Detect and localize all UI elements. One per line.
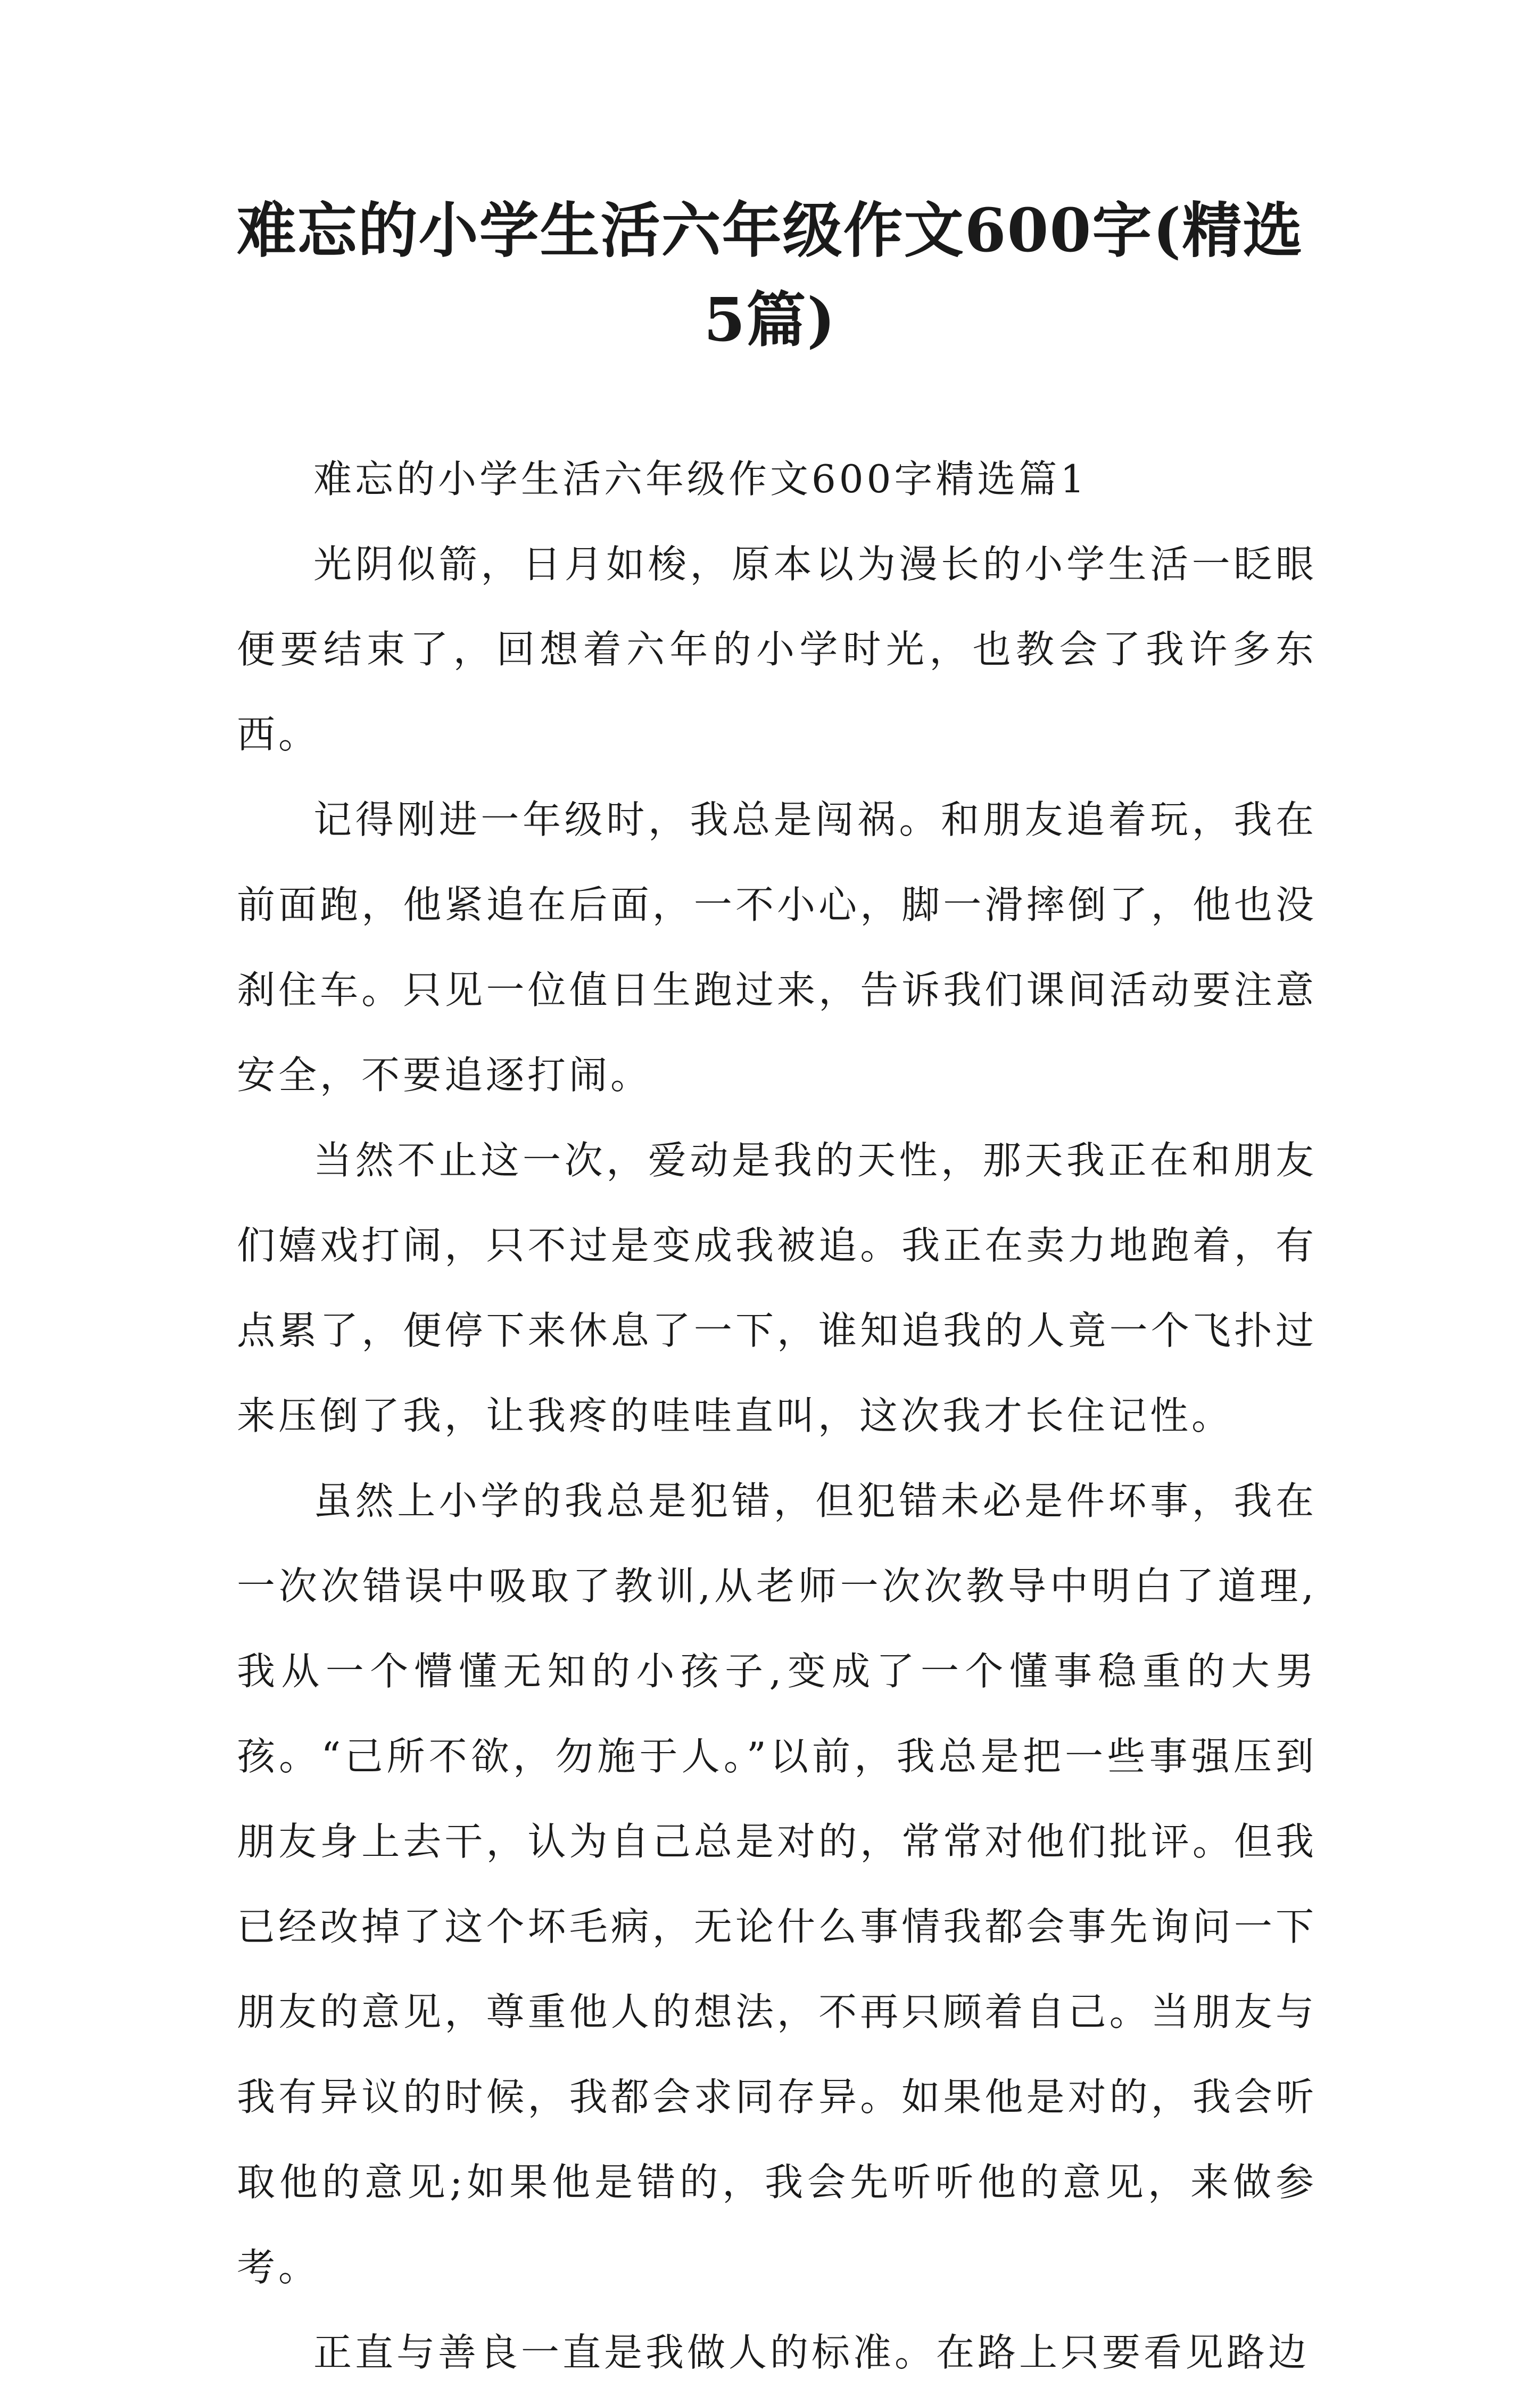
paragraph: 记得刚进一年级时，我总是闯祸。和朋友追着玩，我在前面跑，他紧追在后面，一不小心，脚一滑摔倒了，他也没刹住车。只见一位值日生跑过来，告诉我们课间活动要注意安全，不要追逐打闹。 (237, 797, 1317, 1097)
paragraph: 光阴似箭，日月如梭，原本以为漫长的小学生活一眨眼便要结束了，回想着六年的小学时光，也教会了我许多东西。 (237, 542, 1317, 757)
section-heading: 难忘的小学生活六年级作文600字精选篇1 (313, 457, 1088, 501)
paragraph: 正直与善良一直是我做人的标准。在路上只要看见路边 (313, 2330, 1310, 2375)
document-title: 难忘的小学生活六年级作文600字(精选5篇) (236, 196, 1304, 355)
paragraph: 虽然上小学的我总是犯错，但犯错未必是件坏事，我在一次次错误中吸取了教训,从老师一次次教导中明白了道理,我从一个懵懂无知的小孩子,变成了一个懂事稳重的大男孩。“己所不欲，勿施于人。”以前，我总是把一些事强压到朋友身上去干，认为自己总是对的，常常对他们批评。但我已经改掉了这个坏毛病，无论什么事情我都会事先询问一下朋友的意见，尊重他人的想法，不再只顾着自己。当朋友与我有异议的时候，我都会求同存异。如果他是对的，我会听取他的意见;如果他是错的，我会先听听他的意见，来做参考。 (237, 1479, 1317, 2290)
paragraph: 当然不止这一次，爱动是我的天性，那天我正在和朋友们嬉戏打闹，只不过是变成我被追。我正在卖力地跑着，有点累了，便停下来休息了一下，谁知追我的人竟一个飞扑过来压倒了我，让我疼的哇哇直叫，这次我才长住记性。 (237, 1138, 1317, 1438)
document-body (237, 436, 1317, 2395)
